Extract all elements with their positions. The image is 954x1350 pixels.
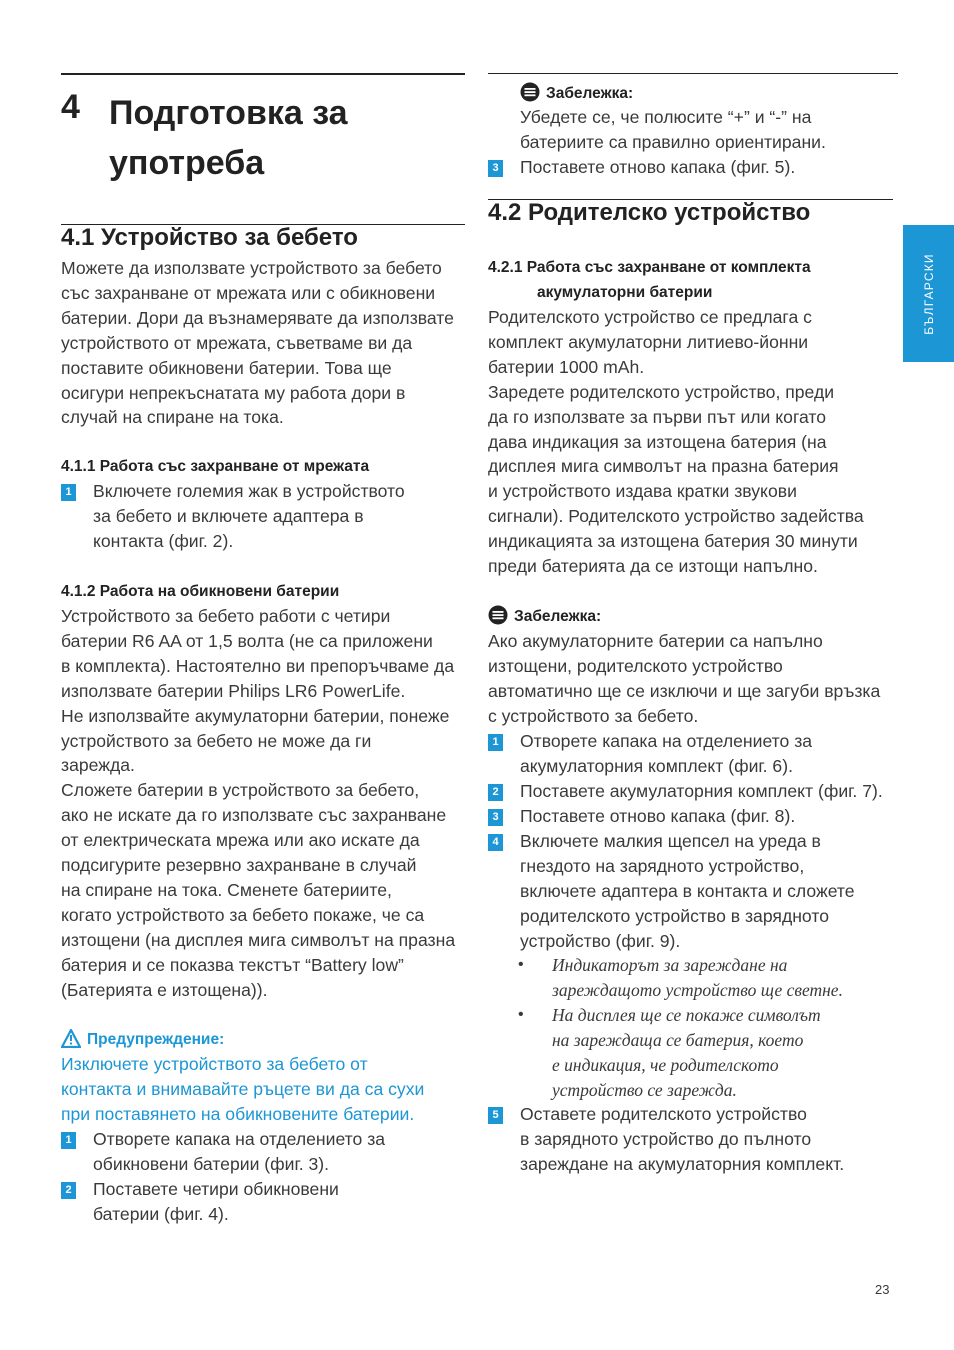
language-label: БЪЛГАРСКИ <box>921 252 936 335</box>
text-line: (Батерията е изтощена)). <box>61 979 268 1000</box>
text-line: Включете големия жак в устройството <box>93 481 405 501</box>
step-text <box>520 804 795 829</box>
warning-heading <box>61 1029 224 1053</box>
warning-text <box>61 1052 471 1127</box>
text-line: изтощени, родителското устройство <box>488 655 783 676</box>
text-line: обикновени батерии (фиг. 3). <box>93 1153 330 1174</box>
text-line: устройство (фиг. 9). <box>520 930 681 951</box>
section-4-1-2-text <box>61 604 471 1003</box>
chapter-title <box>109 88 469 188</box>
note-text <box>488 629 898 729</box>
text-line: батерии (фиг. 4). <box>93 1203 229 1224</box>
note-heading <box>520 82 633 107</box>
text-line: изтощени (на дисплея мига символът на празна <box>61 929 456 950</box>
text-line: Сложете батерии в устройството за бебето, <box>61 780 420 801</box>
step-number-badge: 3 <box>488 160 503 177</box>
text-line: подсигурите резервно захранване в случай <box>61 855 417 876</box>
text-line: Убедете се, че полюсите “+” и “-” на <box>520 107 812 127</box>
text-line: в зарядното устройство до пълното <box>520 1128 812 1149</box>
note-label: Забележка: <box>514 608 602 625</box>
text-line: дисплея мига символът на празна батерия <box>488 456 839 477</box>
text-line: осигури непрекъснатата му работа дори в <box>61 382 406 403</box>
text-line: Поставете четири обикновени <box>93 1179 339 1199</box>
bullet-text <box>552 1003 821 1103</box>
text-line: Изключете устройството за бебето от <box>61 1054 368 1074</box>
section-4-2-1-text <box>488 305 898 579</box>
text-line: зареждане на акумулаторния комплект. <box>520 1153 845 1174</box>
text-line: поставите обикновени батерии. Това ще <box>61 357 392 378</box>
text-line: устройството за бебето не може да ги <box>61 730 372 751</box>
text-line: батерии 1000 mAh. <box>488 356 645 377</box>
bullet-mark: • <box>518 1006 524 1023</box>
text-line: батериите са правилно ориентирани. <box>520 131 826 152</box>
text-line: Отворете капака на отделението за <box>520 731 813 751</box>
text-line: комплект акумулаторни литиево-йонни <box>488 331 809 352</box>
step-text <box>520 729 812 779</box>
step-text <box>520 155 795 180</box>
text-line: за бебето и включете адаптера в <box>93 505 364 526</box>
text-line: Поставете отново капака (фиг. 8). <box>520 806 796 826</box>
text-line: ако не искате да го използвате със захранване <box>61 805 447 826</box>
text-line: родителското устройство в зарядното <box>520 905 829 926</box>
text-line: батерия и се показва текстът “Battery low” <box>61 954 404 975</box>
subsection-heading-4-2-1 <box>488 255 898 305</box>
text-line: гнездото на зарядното устройство, <box>520 855 805 876</box>
heading-line: 4.2.1 Работа със захранване от комплекта <box>488 259 811 276</box>
step-text <box>93 1177 339 1227</box>
step-text <box>93 479 405 554</box>
text-line: от електрическата мрежа или ако искате да <box>61 830 420 851</box>
text-line: Включете малкия щепсел на уреда в <box>520 831 821 851</box>
chapter-title-line: Подготовка за <box>109 94 348 132</box>
text-line: да го използвате за първи път или когато <box>488 406 827 427</box>
step-number-badge: 2 <box>488 784 503 801</box>
text-line: при поставянето на обикновените батерии. <box>61 1103 415 1124</box>
text-line: е индикация, че родителското <box>552 1054 779 1075</box>
text-line: Не използвайте акумулаторни батерии, понеже <box>61 705 450 726</box>
text-line: със захранване от мрежата или с обикновени <box>61 282 436 303</box>
note-text <box>520 105 900 155</box>
heading-line: акумулаторни батерии <box>537 284 713 301</box>
text-line: батерии R6 AA от 1,5 волта (не са приложени <box>61 630 433 651</box>
step-number-badge: 2 <box>61 1182 76 1199</box>
bullet-mark: • <box>518 956 524 973</box>
bullet-text <box>552 953 843 1003</box>
text-line: на спиране на тока. Сменете батериите, <box>61 879 392 900</box>
text-line: сигнали). Родителското устройство задейства <box>488 506 864 527</box>
step-number-badge: 1 <box>61 484 76 501</box>
section-4-1-intro <box>61 256 471 430</box>
text-line: и устройството издава кратки звукови <box>488 481 797 502</box>
column-top-rule <box>488 73 898 74</box>
chapter-top-rule <box>61 73 465 75</box>
text-line: в комплекта). Настоятелно ви препоръчваме да <box>61 655 455 676</box>
section-heading-4-2: 4.2 Родителско устройство <box>488 199 811 226</box>
text-line: батерии. Дори да възнамерявате да използвате <box>61 307 454 328</box>
text-line: Оставете родителското устройство <box>520 1104 807 1124</box>
page-number: 23 <box>875 1282 890 1297</box>
text-line: На дисплея ще се покаже символът <box>552 1005 821 1025</box>
text-line: Заредете родителското устройство, преди <box>488 381 835 402</box>
chapter-number: 4 <box>61 88 80 126</box>
text-line: Поставете акумулаторния комплект (фиг. 7). <box>520 781 883 801</box>
text-line: Поставете отново капака (фиг. 5). <box>520 157 796 177</box>
note-heading <box>488 605 601 630</box>
step-text <box>520 1102 844 1177</box>
warning-label: Предупреждение: <box>87 1031 225 1048</box>
text-line: индикацията за изтощена батерия 30 минути <box>488 531 858 552</box>
text-line: Отворете капака на отделението за <box>93 1129 386 1149</box>
text-line: контакта и внимавайте ръцете ви да са сухи <box>61 1078 425 1099</box>
text-line: когато устройството за бебето покаже, че са <box>61 904 425 925</box>
text-line: контакта (фиг. 2). <box>93 530 234 551</box>
text-line: случай на спиране на тока. <box>61 407 284 428</box>
step-text <box>520 779 883 804</box>
chapter-title-line: употреба <box>109 144 265 182</box>
text-line: преди батерията да се изтощи напълно. <box>488 556 818 577</box>
text-line: на зареждаща се батерия, което <box>552 1029 804 1050</box>
note-icon <box>520 82 540 107</box>
language-side-tab <box>903 225 954 362</box>
step-number-badge: 3 <box>488 809 503 826</box>
warning-icon <box>61 1029 81 1053</box>
step-text <box>93 1127 385 1177</box>
step-number-badge: 4 <box>488 834 503 851</box>
text-line: дава индикация за изтощена батерия (на <box>488 431 827 452</box>
note-icon <box>488 605 508 630</box>
subsection-heading-4-1-1: 4.1.1 Работа със захранване от мрежата <box>61 458 370 475</box>
text-line: зарежда. <box>61 755 135 776</box>
text-line: с устройството за бебето. <box>488 705 699 726</box>
text-line: зареждащото устройство ще светне. <box>552 979 843 1000</box>
text-line: използвате батерии Philips LR6 PowerLife. <box>61 680 406 701</box>
step-number-badge: 5 <box>488 1107 503 1124</box>
text-line: Родителското устройство се предлага с <box>488 307 812 327</box>
step-number-badge: 1 <box>61 1132 76 1149</box>
step-text <box>520 829 855 954</box>
note-label: Забележка: <box>546 85 634 102</box>
text-line: устройство се зарежда. <box>552 1079 737 1100</box>
text-line: Можете да използвате устройството за бебето <box>61 258 442 278</box>
text-line: акумулаторния комплект (фиг. 6). <box>520 755 793 776</box>
text-line: Индикаторът за зареждане на <box>552 955 788 975</box>
text-line: устройството от мрежата, съветваме ви да <box>61 332 413 353</box>
text-line: включете адаптера в контакта и сложете <box>520 880 855 901</box>
subsection-heading-4-1-2: 4.1.2 Работа на обикновени батерии <box>61 583 340 600</box>
step-number-badge: 1 <box>488 734 503 751</box>
text-line: Устройството за бебето работи с четири <box>61 606 391 626</box>
section-heading-4-1: 4.1 Устройство за бебето <box>61 224 358 251</box>
text-line: автоматично ще се изключи и ще загуби връзка <box>488 680 881 701</box>
text-line: Ако акумулаторните батерии са напълно <box>488 631 823 651</box>
